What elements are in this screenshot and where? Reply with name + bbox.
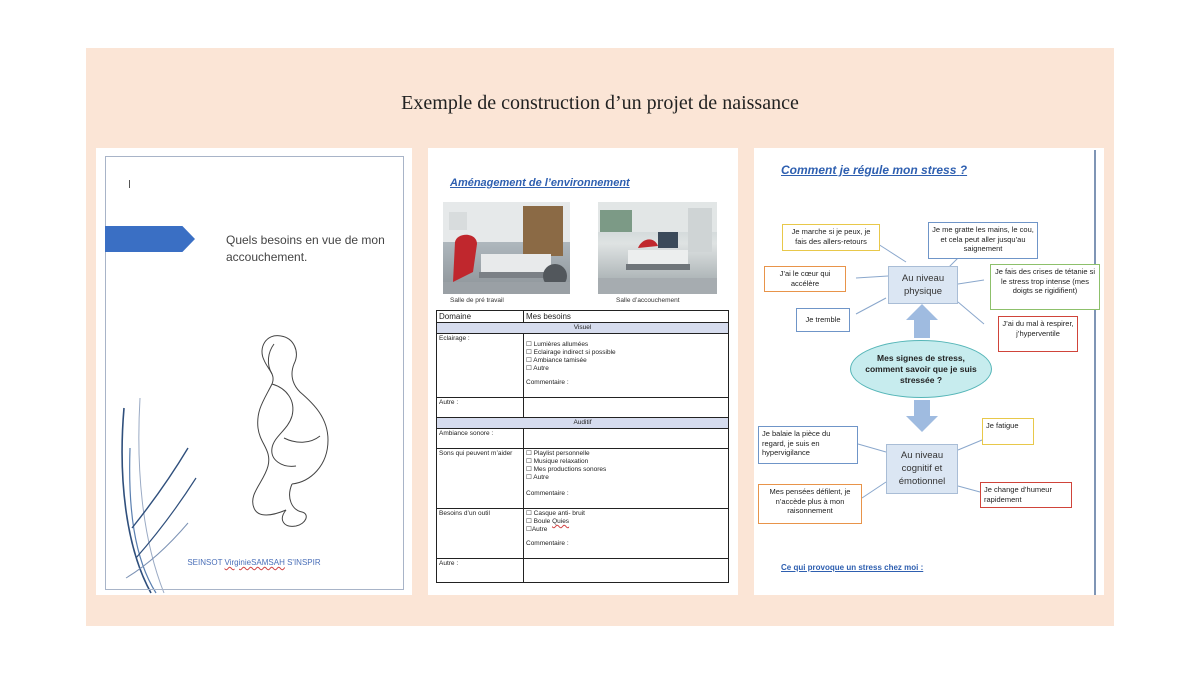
row-outil-needs bbox=[524, 509, 729, 559]
checkbox-item[interactable]: ☐ Mes productions sonores bbox=[526, 466, 607, 473]
slide bbox=[86, 48, 1114, 626]
checkbox-item[interactable]: ☐Autre bbox=[526, 526, 548, 533]
table-row bbox=[437, 398, 729, 418]
page-stress bbox=[754, 148, 1104, 595]
box-tremble: Je tremble bbox=[796, 308, 850, 332]
header-besoins: Mes besoins bbox=[524, 311, 729, 323]
author-prefix: SEINSOT bbox=[187, 558, 225, 567]
author-suffix: S'INSPIR bbox=[284, 558, 321, 567]
row-ambiance-needs[interactable] bbox=[524, 429, 729, 449]
stress-title-mark: ? bbox=[959, 163, 968, 177]
box-coeur: J’ai le cœur qui accélère bbox=[764, 266, 846, 292]
stress-trigger-link[interactable]: Ce qui provoque un stress chez moi : bbox=[781, 563, 924, 572]
comment-label: Commentaire : bbox=[526, 379, 569, 386]
photo1-caption: Salle de pré travail bbox=[450, 297, 504, 304]
page-environment bbox=[428, 148, 738, 595]
box-fatigue: Je fatigue bbox=[982, 418, 1034, 445]
needs-table bbox=[436, 310, 729, 583]
spellcheck-word: Quies bbox=[552, 518, 570, 525]
row-sons-needs bbox=[524, 449, 729, 509]
row-label-autre: Autre : bbox=[437, 559, 524, 583]
box-pensees: Mes pensées défilent, je n’accède plus à mon raisonnement bbox=[758, 484, 862, 524]
box-tetanie: Je fais des crises de tétanie si le stress trop intense (mes doigts se rigidifient) bbox=[990, 264, 1100, 310]
checkbox-item[interactable] bbox=[526, 518, 726, 526]
checkbox-item[interactable]: ☐ Eclairage indirect si possible bbox=[526, 349, 616, 356]
checkbox-item[interactable]: ☐ Casque anti- bruit bbox=[526, 510, 585, 517]
environment-title: Aménagement de l’environnement bbox=[450, 177, 630, 189]
checkbox-item[interactable]: ☐ Autre bbox=[526, 365, 549, 372]
checkbox-item[interactable]: ☐ Autre bbox=[526, 474, 549, 481]
table-row bbox=[437, 429, 729, 449]
photo-pre-labour-room bbox=[443, 202, 570, 294]
text-cursor bbox=[129, 180, 130, 188]
row-label-ambiance: Ambiance sonore : bbox=[437, 429, 524, 449]
table-header-row bbox=[437, 311, 729, 323]
header-domaine: Domaine bbox=[437, 311, 524, 323]
row-label-eclairage: Eclairage : bbox=[437, 334, 524, 398]
cover-heading: Quels besoins en vue de mon accouchement. bbox=[226, 233, 385, 264]
author-name: VirginieSAMSAH bbox=[224, 558, 285, 567]
blue-arrow-ribbon bbox=[105, 226, 195, 252]
box-mal: J’ai du mal à respirer, j’hyperventile bbox=[998, 316, 1078, 352]
checkbox-item[interactable]: ☐ Lumières allumées bbox=[526, 341, 589, 348]
photo-delivery-room bbox=[598, 202, 717, 294]
checkbox-item[interactable]: ☐ Ambiance tamisée bbox=[526, 357, 587, 364]
hub-cognitif: Au niveau cognitif et émotionnel bbox=[886, 444, 958, 494]
checkbox-text: ☐ Boule bbox=[526, 518, 553, 525]
table-row bbox=[437, 334, 729, 398]
table-row bbox=[437, 449, 729, 509]
row-label-outil: Besoins d’un outil bbox=[437, 509, 524, 559]
comment-label: Commentaire : bbox=[526, 490, 569, 497]
checkbox-item[interactable]: ☐ Playlist personnelle bbox=[526, 450, 590, 457]
row-label-autre: Autre : bbox=[437, 398, 524, 418]
author-line bbox=[96, 558, 412, 567]
cover-frame bbox=[105, 156, 404, 590]
page-cover bbox=[96, 148, 412, 595]
band-visuel: Visuel bbox=[437, 323, 729, 334]
slide-title: Exemple de construction d’un projet de naissance bbox=[401, 92, 799, 114]
row-label-sons: Sons qui peuvent m’aider bbox=[437, 449, 524, 509]
photo2-caption: Salle d’accouchement bbox=[616, 297, 680, 304]
checkbox-item[interactable]: ☐ Musique relaxation bbox=[526, 458, 589, 465]
band-auditif: Auditif bbox=[437, 418, 729, 429]
table-row bbox=[437, 559, 729, 583]
row-autre-needs[interactable] bbox=[524, 398, 729, 418]
center-ellipse: Mes signes de stress, comment savoir que je suis stressée ? bbox=[850, 340, 992, 398]
box-balaie: Je balaie la pièce du regard, je suis en hypervigilance bbox=[758, 426, 858, 464]
table-row bbox=[437, 509, 729, 559]
stress-title-text: Comment je régule mon stress bbox=[781, 163, 957, 177]
row-autre-needs[interactable] bbox=[524, 559, 729, 583]
comment-label: Commentaire : bbox=[526, 540, 569, 547]
box-marche: Je marche si je peux, je fais des allers-retours bbox=[782, 224, 880, 251]
row-eclairage-needs bbox=[524, 334, 729, 398]
box-humeur: Je change d’humeur rapidement bbox=[980, 482, 1072, 508]
box-gratte: Je me gratte les mains, le cou, et cela peut aller jusqu’au saignement bbox=[928, 222, 1038, 259]
hub-physique: Au niveau physique bbox=[888, 266, 958, 304]
